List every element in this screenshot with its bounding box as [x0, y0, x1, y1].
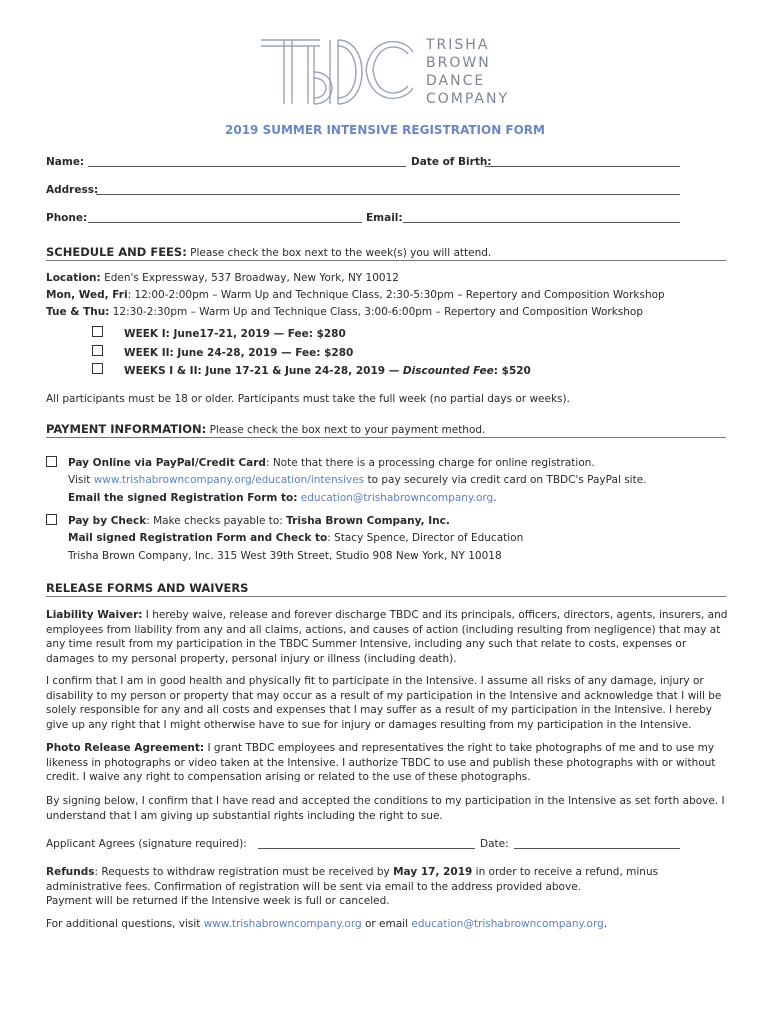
mwf-value: : 12:00-2:00pm – Warm Up and Technique Class, 2:30-5:30pm – Repertory and Composition Workshop	[127, 289, 665, 301]
name-field[interactable]	[88, 166, 406, 167]
payment-instruction: Please check the box next to your payment method.	[206, 424, 486, 436]
refunds-label: Refunds	[46, 866, 95, 878]
mail-label: Mail signed Registration Form and Check to	[68, 532, 328, 544]
photo-label: Photo Release Agreement:	[46, 742, 205, 754]
check-checkbox[interactable]	[46, 514, 57, 525]
questions-line: For additional questions, visit www.trishabrowncompany.org or email education@trishabrowncompany.org.	[46, 918, 608, 930]
email-field[interactable]	[403, 222, 680, 223]
week1-checkbox[interactable]	[92, 326, 103, 337]
email-form-link[interactable]: education@trishabrowncompany.org	[300, 492, 494, 504]
refunds-date: May 17, 2019	[393, 866, 473, 878]
paypal-link[interactable]: www.trishabrowncompany.org/education/intensives	[93, 474, 365, 486]
refunds-paragraph: Refunds: Requests to withdraw registration must be received by May 17, 2019 in order to receive a refund, minus administrative fees. Confirmation of registration will be sent via email to the address provided above. Payment will be returned if the Intensive week is full or canceled.	[46, 866, 659, 907]
liability-paragraph: Liability Waiver: I hereby waive, release and forever discharge TBDC and its principals, officers, directors, agents, insurers, and employees from liability from any and all claims, actions, and causes of action (including resulting from negligence) that may at any time result from my participation in the TBDC Summer Intensive, including any such that relate to costs, expenses or damages to my personal property, personal injury or illness (including death).	[46, 609, 728, 665]
payment-divider	[46, 437, 726, 438]
location-label: Location:	[46, 272, 101, 284]
weeks-both-checkbox[interactable]	[92, 363, 103, 374]
logo-name-line-1: TRISHA	[426, 37, 490, 53]
logo-name-line-2: BROWN	[426, 55, 491, 71]
schedule-heading-row	[46, 245, 491, 260]
mwf-line	[46, 288, 665, 302]
tt-label: Tue & Thu:	[46, 306, 110, 318]
check-payee: Trisha Brown Company, Inc.	[286, 515, 450, 527]
week2-label: WEEK II: June 24-28, 2019 — Fee: $280	[124, 347, 354, 359]
signature-date-label: Date:	[480, 838, 509, 850]
liability-label: Liability Waiver:	[46, 609, 143, 621]
signature-date-field[interactable]	[514, 848, 680, 849]
form-title: 2019 SUMMER INTENSIVE REGISTRATION FORM	[225, 123, 545, 137]
confirm-paragraph: I confirm that I am in good health and physically fit to participate in the Intensive. I assume all risks of any damage, injury or disability to my person or property that may occur as a result of my participation in the Intensive and acknowledge that I will be solely responsible for any and all costs and expenses that I may suffer as a result of my participation in the Intensive. I hereby give up any right that I might otherwise have to sue for injury or damages resulting from my participation in the Intensive.	[46, 675, 722, 731]
logo-name-line-3: DANCE	[426, 73, 486, 89]
email-label: Email:	[366, 212, 403, 224]
schedule-instruction: Please check the box next to the week(s) you will attend.	[186, 247, 492, 259]
name-label: Name:	[46, 156, 85, 168]
phone-field[interactable]	[88, 222, 362, 223]
paypal-line	[68, 456, 595, 470]
check-line: Pay by Check: Make checks payable to: Trisha Brown Company, Inc.	[68, 515, 450, 527]
mail-line: Mail signed Registration Form and Check to: Stacy Spence, Director of Education	[68, 532, 524, 544]
week2-checkbox[interactable]	[92, 345, 103, 356]
paypal-label: Pay Online via PayPal/Credit Card	[68, 457, 266, 469]
email-form-line: Email the signed Registration Form to: education@trishabrowncompany.org.	[68, 492, 497, 504]
dob-label: Date of Birth:	[411, 156, 492, 168]
paypal-checkbox[interactable]	[46, 456, 57, 467]
photo-paragraph: Photo Release Agreement: I grant TBDC employees and representatives the right to take photographs of me and to use my likeness in photographs or video taken at the Intensive. I authorize TBDC to use and publish these photographs with or without credit. I waive any right to compensation arising or related to the use of these photographs.	[46, 742, 716, 783]
education-email-link[interactable]: education@trishabrowncompany.org	[411, 918, 604, 930]
release-divider	[46, 596, 726, 597]
phone-label: Phone:	[46, 212, 88, 224]
signature-field[interactable]	[258, 848, 475, 849]
website-link[interactable]: www.trishabrowncompany.org	[203, 918, 362, 930]
age-note: All participants must be 18 or older. Participants must take the full week (no partial days or weeks).	[46, 393, 570, 405]
payment-heading: PAYMENT INFORMATION:	[46, 422, 207, 436]
tbdc-logo	[258, 32, 518, 108]
visit-line: Visit www.trishabrowncompany.org/education/intensives to pay securely via credit card on TBDC's PayPal site.	[68, 474, 647, 486]
weeks-both-label: WEEKS I & II: June 17-21 & June 24-28, 2019 — Discounted Fee: $520	[124, 365, 531, 377]
tt-line	[46, 305, 643, 319]
address-field[interactable]	[96, 194, 680, 195]
schedule-divider	[46, 260, 726, 261]
schedule-heading: SCHEDULE AND FEES:	[46, 245, 187, 259]
week1-label: WEEK I: June17-21, 2019 — Fee: $280	[124, 328, 346, 340]
tt-value: 12:30-2:30pm – Warm Up and Technique Class, 3:00-6:00pm – Repertory and Composition Workshop	[109, 306, 644, 318]
signing-paragraph: By signing below, I confirm that I have read and accepted the conditions to my participation in the Intensive as set forth above. I understand that I am giving up substantial rights including the right to sue.	[46, 795, 725, 822]
release-heading: RELEASE FORMS AND WAIVERS	[46, 581, 249, 595]
signature-label: Applicant Agrees (signature required):	[46, 838, 247, 850]
location-line	[46, 271, 399, 285]
location-value: Eden's Expressway, 537 Broadway, New York, NY 10012	[100, 272, 399, 284]
paypal-note: : Note that there is a processing charge for online registration.	[265, 457, 595, 469]
address-label: Address:	[46, 184, 99, 196]
dob-field[interactable]	[485, 166, 680, 167]
mwf-label: Mon, Wed, Fri	[46, 289, 128, 301]
payment-heading-row	[46, 422, 485, 437]
tbdc-monogram-icon	[258, 32, 418, 108]
logo-name-line-4: COMPANY	[426, 91, 510, 107]
mail-address: Trisha Brown Company, Inc. 315 West 39th Street, Studio 908 New York, NY 10018	[68, 550, 502, 562]
email-form-label: Email the signed Registration Form to:	[68, 492, 298, 504]
check-label: Pay by Check	[68, 515, 147, 527]
